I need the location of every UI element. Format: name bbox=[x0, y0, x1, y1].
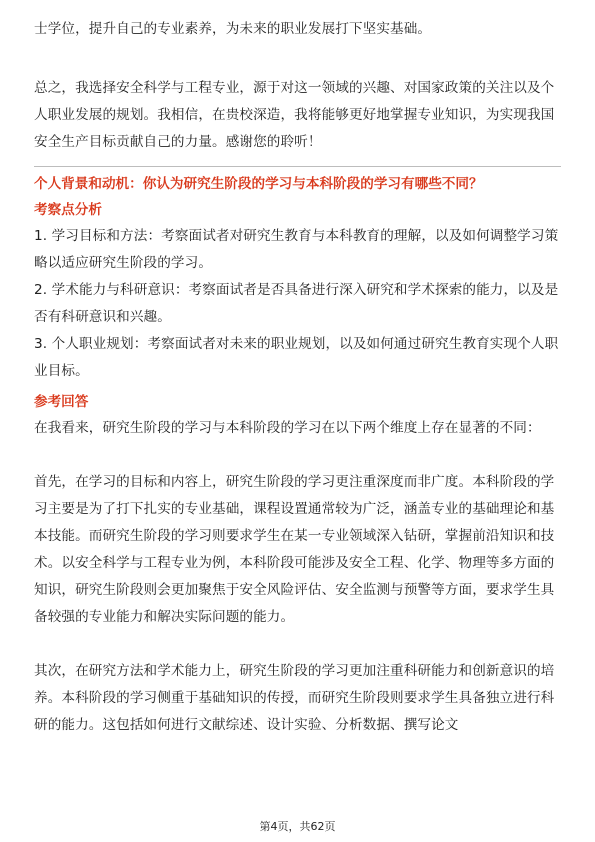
document-page bbox=[34, 0, 561, 739]
intro-tail-paragraph: 士学位，提升自己的专业素养，为未来的职业发展打下坚实基础。 bbox=[34, 21, 432, 37]
paragraph-gap bbox=[34, 442, 561, 469]
paragraph-gap bbox=[34, 631, 561, 658]
answer-title: 参考回答 bbox=[34, 394, 89, 410]
analysis-item: 2. 学术能力与科研意识：考察面试者是否具备进行深入研究和学术探索的能力，以及是否有科研意识和兴趣。 bbox=[34, 282, 559, 325]
paragraph-gap bbox=[34, 43, 561, 70]
analysis-item: 1. 学习目标和方法：考察面试者对研究生教育与本科教育的理解，以及如何调整学习策略以适应研究生阶段的学习。 bbox=[34, 228, 559, 271]
conclusion-paragraph: 总之，我选择安全科学与工程专业，源于对这一领域的兴趣、对国家政策的关注以及个人职业发展的规划。我相信，在贵校深造，我将能够更好地掌握专业知识，为实现我国安全生产目标贡献自己的力量。感谢您的聆听！ bbox=[34, 80, 555, 150]
section-divider bbox=[34, 166, 561, 167]
question-heading: 个人背景和动机：你认为研究生阶段的学习与本科阶段的学习有哪些不同？ bbox=[34, 176, 483, 192]
analysis-title: 考察点分析 bbox=[34, 202, 102, 218]
answer-paragraph: 在我看来，研究生阶段的学习与本科阶段的学习在以下两个维度上存在显著的不同： bbox=[34, 420, 541, 436]
page-footer: 第4页，共62页 bbox=[259, 820, 336, 833]
answer-paragraph: 其次，在研究方法和学术能力上，研究生阶段的学习更加注重科研能力和创新意识的培养。本科阶段的学习侧重于基础知识的传授，而研究生阶段则要求学生具备独立进行科研的能力。这包括如何进行文献综述、设计实验、分析数据、撰写论文 bbox=[34, 663, 555, 733]
answer-paragraph: 首先，在学习的目标和内容上，研究生阶段的学习更注重深度而非广度。本科阶段的学习主要是为了打下扎实的专业基础，课程设置通常较为广泛，涵盖专业的基础理论和基本技能。而研究生阶段的学习则要求学生在某一专业领域深入钻研，掌握前沿知识和技术。以安全科学与工程专业为例，本科阶段可能涉及安全工程、化学、物理等多方面的知识，研究生阶段则会更加聚焦于安全风险评估、安全监测与预警等方面，要求学生具备较强的专业能力和解决实际问题的能力。 bbox=[34, 474, 555, 625]
analysis-item: 3. 个人职业规划：考察面试者对未来的职业规划，以及如何通过研究生教育实现个人职业目标。 bbox=[34, 336, 559, 379]
